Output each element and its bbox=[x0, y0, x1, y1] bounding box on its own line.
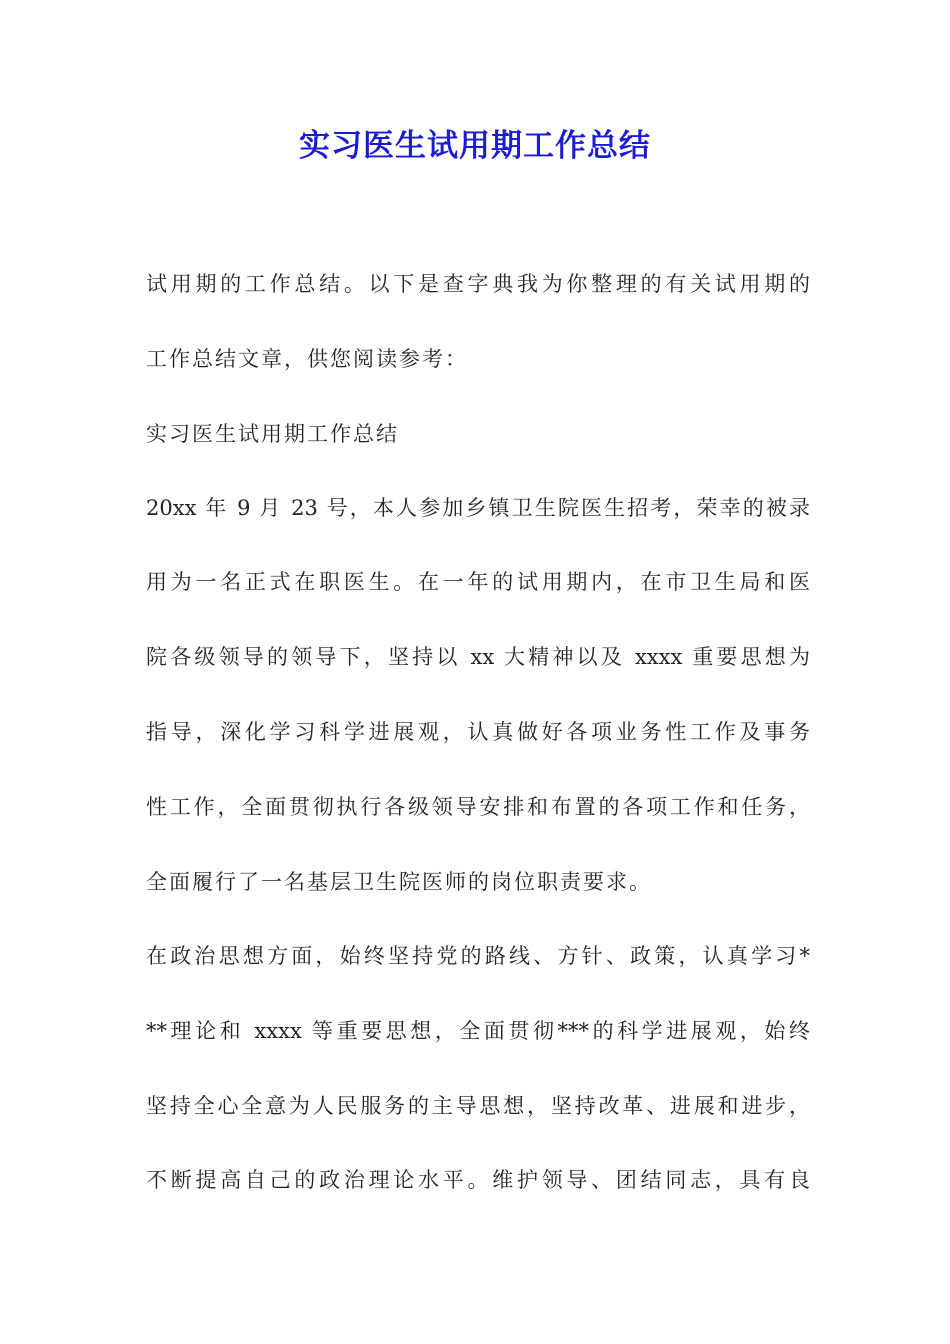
paragraph-line: 用为一名正式在职医生。在一年的试用期内，在市卫生局和医 bbox=[146, 570, 810, 594]
paragraph-line: 20xx 年 9 月 23 号，本人参加乡镇卫生院医生招考，荣幸的被录 bbox=[146, 496, 810, 520]
paragraph-line: 工作总结文章，供您阅读参考： bbox=[146, 347, 468, 371]
paragraph-line: 院各级领导的领导下，坚持以 xx 大精神以及 xxxx 重要思想为 bbox=[146, 645, 810, 669]
paragraph-line: 指导，深化学习科学进展观，认真做好各项业务性工作及事务 bbox=[146, 720, 810, 744]
paragraph-line: 坚持全心全意为人民服务的主导思想，坚持改革、进展和进步， bbox=[146, 1094, 810, 1118]
paragraph-line: 在政治思想方面，始终坚持党的路线、方针、政策，认真学习* bbox=[146, 944, 810, 968]
paragraph-line: 不断提高自己的政治理论水平。维护领导、团结同志，具有良 bbox=[146, 1168, 810, 1192]
section-heading: 实习医生试用期工作总结 bbox=[146, 422, 399, 446]
paragraph-line: 性工作，全面贯彻执行各级领导安排和布置的各项工作和任务， bbox=[146, 795, 810, 819]
paragraph-line: 全面履行了一名基层卫生院医师的岗位职责要求。 bbox=[146, 870, 652, 894]
document-title: 实习医生试用期工作总结 bbox=[299, 128, 651, 164]
paragraph-line: 试用期的工作总结。以下是查字典我为你整理的有关试用期的 bbox=[146, 272, 810, 296]
paragraph-line: **理论和 xxxx 等重要思想，全面贯彻***的科学进展观，始终 bbox=[146, 1019, 810, 1043]
